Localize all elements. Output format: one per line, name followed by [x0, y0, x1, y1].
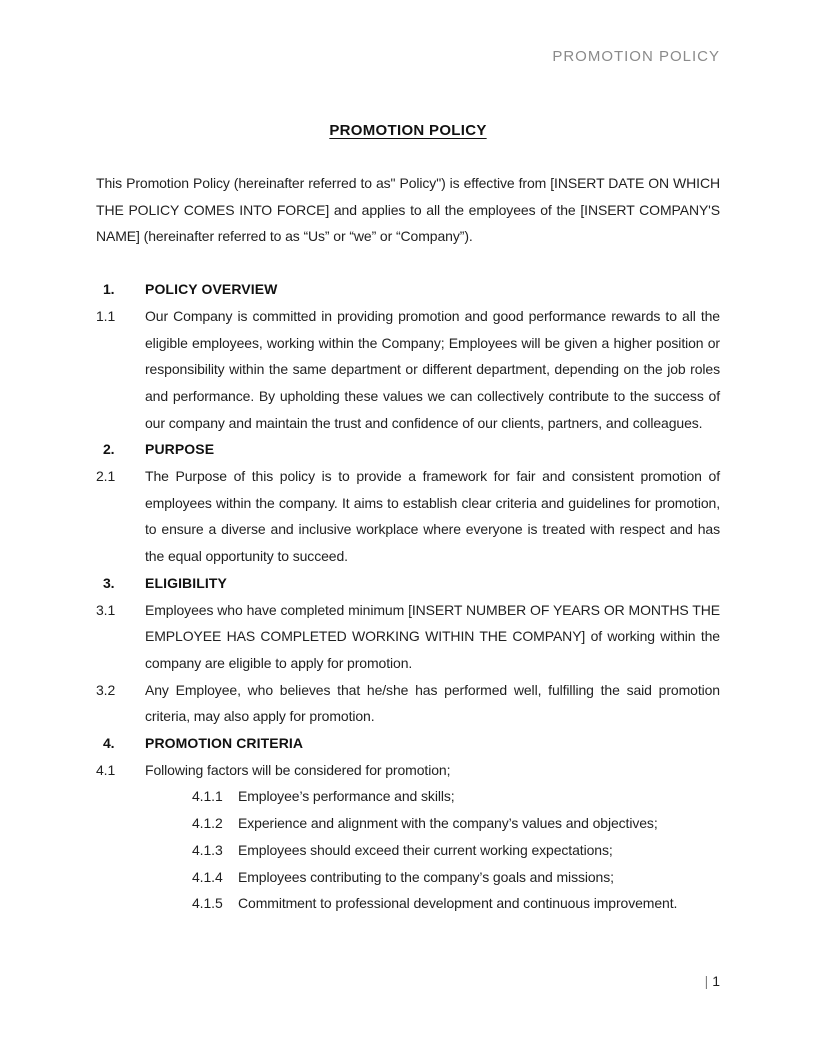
- item-number: 3.1: [96, 601, 116, 618]
- sub-item-number: 4.1.1: [192, 788, 223, 805]
- header-title: PROMOTION POLICY: [552, 48, 720, 65]
- sub-item-number: 4.1.5: [192, 895, 223, 912]
- section-number: 1.: [103, 281, 115, 298]
- sub-item-text: Employee’s performance and skills;: [238, 788, 455, 805]
- item-text: Employees who have completed minimum [INSERT NUMBER OF YEARS OR MONTHS THE EMPLOYEE HAS COMPLETED WORKING WITHIN THE COMPANY] of working within the company are eligible to apply for promotion.: [145, 601, 720, 671]
- sub-item-number: 4.1.4: [192, 868, 223, 885]
- sub-item-row: [192, 783, 720, 810]
- section-heading-row: [96, 730, 720, 757]
- sub-item-text: Commitment to professional development and continuous improvement.: [238, 895, 678, 912]
- section-heading-row: [96, 276, 720, 303]
- sub-item-row: [192, 890, 720, 917]
- section-heading-row: [96, 570, 720, 597]
- item-text: Our Company is committed in providing promotion and good performance rewards to all the eligible employees, working within the Company; Employees will be given a higher position or responsibility within the same department or different department, depending on the job roles and performance. By upholding these values we can collectively contribute to the success of our company and maintain the trust and confidence of our clients, partners, and colleagues.: [145, 307, 720, 431]
- sub-item-text: Employees should exceed their current working expectations;: [238, 841, 613, 858]
- policy-item-row: [96, 757, 720, 784]
- section-number: 3.: [103, 574, 115, 591]
- section-heading: PURPOSE: [145, 441, 215, 458]
- item-text: The Purpose of this policy is to provide a framework for fair and consistent promotion of employees within the company. It aims to establish clear criteria and guidelines for promotion, to ensure a diverse and inclusive workplace where everyone is treated with respect and has the equal opportunity to succeed.: [145, 468, 720, 565]
- section-number: 4.: [103, 735, 115, 752]
- page-footer: [705, 971, 720, 991]
- policy-sections: [96, 276, 720, 917]
- policy-item-row: [96, 677, 720, 730]
- intro-paragraph: This Promotion Policy (hereinafter referred to as" Policy") is effective from [INSERT DATE ON WHICH THE POLICY COMES INTO FORCE] and applies to all the employees of the [INSERT COMPANY'S NAME] (hereinafter referred to as “Us” or “we” or “Company”).: [96, 175, 720, 245]
- section-number: 2.: [103, 441, 115, 458]
- doc-title: PROMOTION POLICY: [329, 122, 487, 139]
- item-text: Following factors will be considered for promotion;: [145, 761, 451, 778]
- section-heading-row: [96, 436, 720, 463]
- item-number: 2.1: [96, 468, 116, 485]
- policy-item-row: [96, 597, 720, 677]
- item-number: 1.1: [96, 307, 116, 324]
- sub-item-row: [192, 837, 720, 864]
- criteria-sub-list: [192, 783, 720, 917]
- item-text: Any Employee, who believes that he/she has performed well, fulfilling the said promotion criteria, may also apply for promotion.: [145, 681, 720, 725]
- section-heading: ELIGIBILITY: [145, 574, 227, 591]
- section-heading: PROMOTION CRITERIA: [145, 735, 304, 752]
- sub-item-row: [192, 864, 720, 891]
- sub-item-text: Employees contributing to the company’s goals and missions;: [238, 868, 614, 885]
- sub-item-number: 4.1.2: [192, 815, 223, 832]
- sub-item-number: 4.1.3: [192, 841, 223, 858]
- page-header: [96, 48, 720, 66]
- item-number: 4.1: [96, 761, 116, 778]
- sub-item-row: [192, 810, 720, 837]
- sub-item-text: Experience and alignment with the company’s values and objectives;: [238, 815, 658, 832]
- section-heading: POLICY OVERVIEW: [145, 281, 278, 298]
- footer-page-number: 1: [712, 973, 720, 989]
- item-number: 3.2: [96, 681, 116, 698]
- policy-item-row: [96, 303, 720, 437]
- footer-separator: |: [704, 973, 709, 989]
- policy-item-row: [96, 463, 720, 570]
